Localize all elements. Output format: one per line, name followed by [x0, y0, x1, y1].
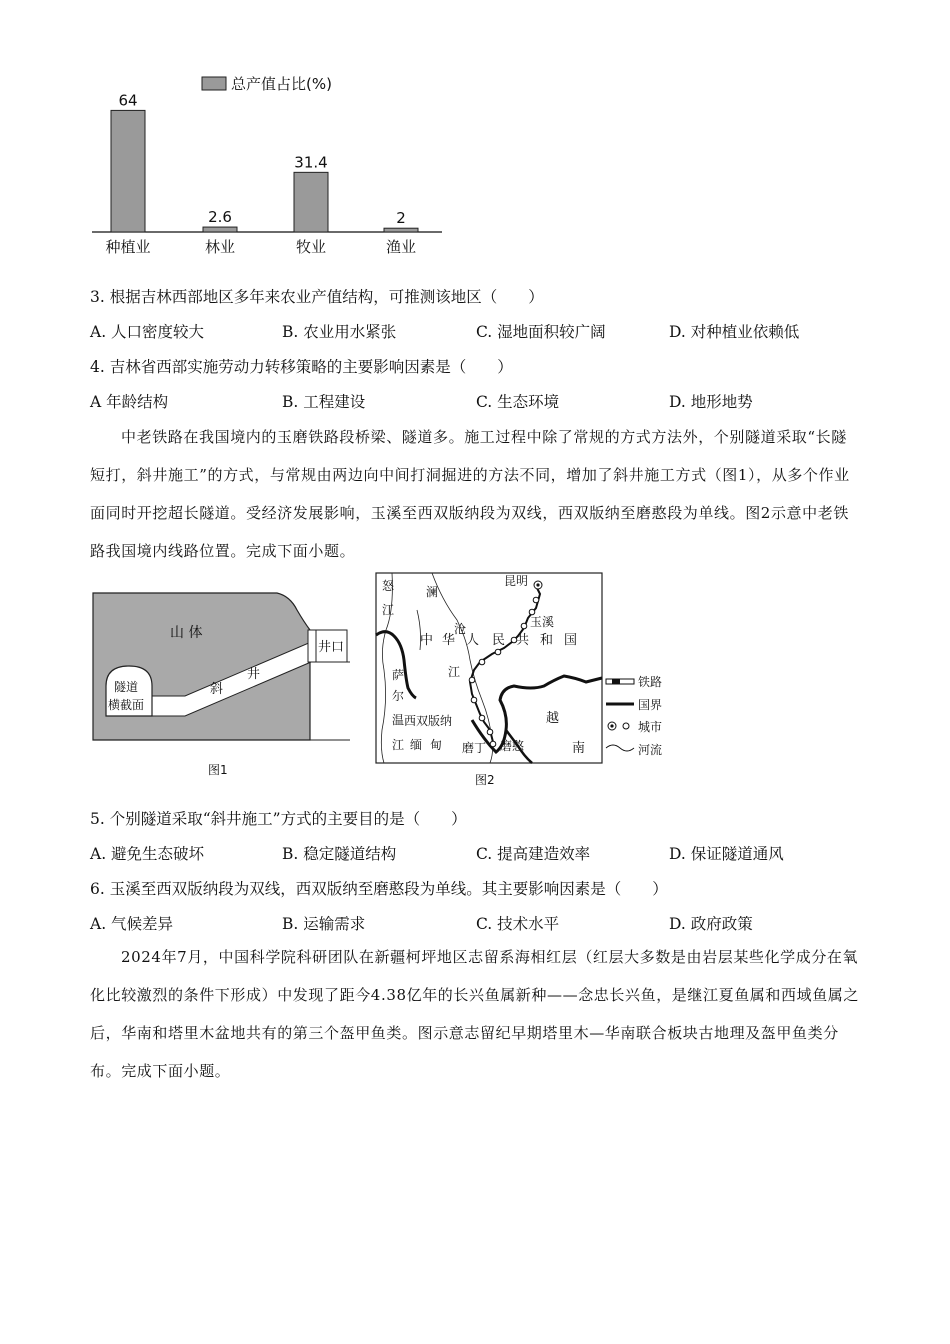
well-mouth-box: [308, 630, 316, 662]
nu-char-2: 江: [382, 603, 395, 617]
q4-option-b: B. 工程建设: [282, 393, 366, 411]
country-char-5: 共: [516, 633, 530, 648]
figure-1-inclined-shaft: [92, 590, 352, 780]
country-char-4: 民: [492, 633, 506, 648]
city-kunming: 昆明: [504, 574, 529, 588]
q3-option-c: C. 湿地面积较广阔: [476, 323, 606, 341]
city-mohan: 磨憨: [500, 739, 525, 753]
country-char-6: 和: [540, 633, 554, 648]
legend-swatch: [202, 77, 226, 90]
bar-4: [384, 228, 418, 232]
q3-option-a: A. 人口密度较大: [90, 323, 205, 341]
city-yuxi: 玉溪: [530, 615, 555, 629]
bar-value-label: 2: [396, 209, 406, 228]
category-label: 渔业: [385, 238, 417, 256]
question-3-stem: 3. 根据吉林西部地区多年来农业产值结构，可推测该地区（ ）: [90, 288, 544, 306]
legend-river-symbol: [606, 745, 634, 751]
shaft-label-1: 斜: [210, 682, 224, 697]
q6-option-d: D. 政府政策: [669, 915, 753, 933]
bar-chart: [90, 66, 450, 266]
lancang-char-1: 澜: [426, 585, 439, 599]
bar-2: [203, 227, 237, 232]
question-6-stem: 6. 玉溪至西双版纳段为双线，西双版纳至磨憨段为单线。其主要影响因素是（ ）: [90, 880, 668, 898]
q5-option-b: B. 稳定隧道结构: [282, 845, 397, 863]
figure-1-caption: 图1: [208, 763, 228, 777]
legend-city-symbol: [608, 722, 629, 730]
passage-railway: 中老铁路在我国境内的玉磨铁路段桥梁、隧道多。施工过程中除了常规的方式方法外，个别隧道采取“长隧短打，斜井施工”的方式，与常规由两边向中间打洞掘进的方法不同，增加了斜井施工方式（图1），从多个作业面同时开挖超长隧道。受经济发展影响，玉溪至西双版纳段为双线，西双版纳至磨憨段为单线。图2示意中老铁路我国境内线路位置。完成下面小题。: [90, 428, 850, 560]
q4-option-a: A 年龄结构: [90, 393, 169, 411]
legend-city: 城市: [638, 720, 663, 734]
country-char-1: 中: [420, 633, 434, 648]
lancang-char-3: 江: [448, 665, 461, 679]
figure-2-caption: 图2: [475, 773, 495, 787]
passage-fossil-fish: 2024年7月，中国科学院科研团队在新疆柯坪地区志留系海相红层（红层大多数是由岩层某些化学成分在氧化比较激烈的条件下形成）中发现了距今4.38亿年的长兴鱼属新种——念忠长兴鱼，是继江夏鱼属和西域鱼属之后，华南和塔里木盆地共有的第三个盔甲鱼类。图示意志留纪早期塔里木—华南联合板块古地理及盔甲鱼类分布。完成下面小题。: [90, 948, 860, 1080]
bar-value-label: 31.4: [294, 153, 328, 172]
q6-option-c: C. 技术水平: [476, 915, 560, 933]
country-char-3: 人: [466, 633, 480, 648]
figure-2-route-map: [372, 570, 692, 792]
mountain-label: 山 体: [170, 625, 203, 641]
myanmar-char-1: 缅: [410, 738, 423, 752]
q5-option-d: D. 保证隧道通风: [669, 845, 784, 863]
vietnam-char-2: 南: [572, 741, 586, 756]
legend-railway: 铁路: [638, 675, 663, 689]
bar-value-label: 64: [118, 91, 138, 110]
q3-option-b: B. 农业用水紧张: [282, 323, 397, 341]
legend-railway-symbol: [606, 679, 634, 684]
question-4-stem: 4. 吉林省西部实施劳动力转移策略的主要影响因素是（ ）: [90, 358, 513, 376]
myanmar-char-2: 甸: [430, 738, 443, 752]
bar-1: [111, 110, 145, 232]
salween-char-4: 江: [392, 738, 405, 752]
q5-option-c: C. 提高建造效率: [476, 845, 591, 863]
shaft-label-2: 井: [247, 667, 261, 682]
city-xishuangbanna: 西双版纳: [404, 714, 453, 728]
lancang-char-2: 沧: [454, 622, 467, 636]
q4-option-c: C. 生态环境: [476, 393, 560, 411]
q4-option-d: D. 地形地势: [669, 393, 753, 411]
legend-river: 河流: [638, 743, 663, 757]
salween-char-1: 萨: [392, 668, 405, 682]
legend-label: 总产值占比(%): [231, 75, 332, 93]
q5-option-a: A. 避免生态破坏: [90, 845, 205, 863]
category-label: 牧业: [295, 238, 327, 256]
legend-border: 国界: [638, 698, 663, 712]
q3-option-d: D. 对种植业依赖低: [669, 323, 800, 341]
category-label: 种植业: [105, 238, 151, 256]
country-char-7: 国: [564, 633, 578, 648]
salween-char-3: 温: [392, 713, 405, 727]
country-char-2: 华: [442, 633, 456, 648]
well-mouth-label: 井口: [318, 640, 345, 655]
tunnel-label-2: 横截面: [108, 698, 145, 712]
category-label: 林业: [204, 238, 236, 256]
question-5-stem: 5. 个别隧道采取“斜井施工”方式的主要目的是（ ）: [90, 810, 467, 828]
vietnam-char-1: 越: [546, 711, 560, 726]
bar-value-label: 2.6: [208, 208, 232, 227]
tunnel-label-1: 隧道: [114, 680, 139, 694]
salween-char-2: 尔: [392, 689, 405, 703]
nu-char-1: 怒: [382, 579, 395, 593]
kunming-city-icon: [534, 581, 542, 589]
q6-option-b: B. 运输需求: [282, 915, 366, 933]
q6-option-a: A. 气候差异: [90, 915, 174, 933]
city-boten: 磨丁: [462, 741, 487, 755]
bar-3: [294, 172, 328, 232]
